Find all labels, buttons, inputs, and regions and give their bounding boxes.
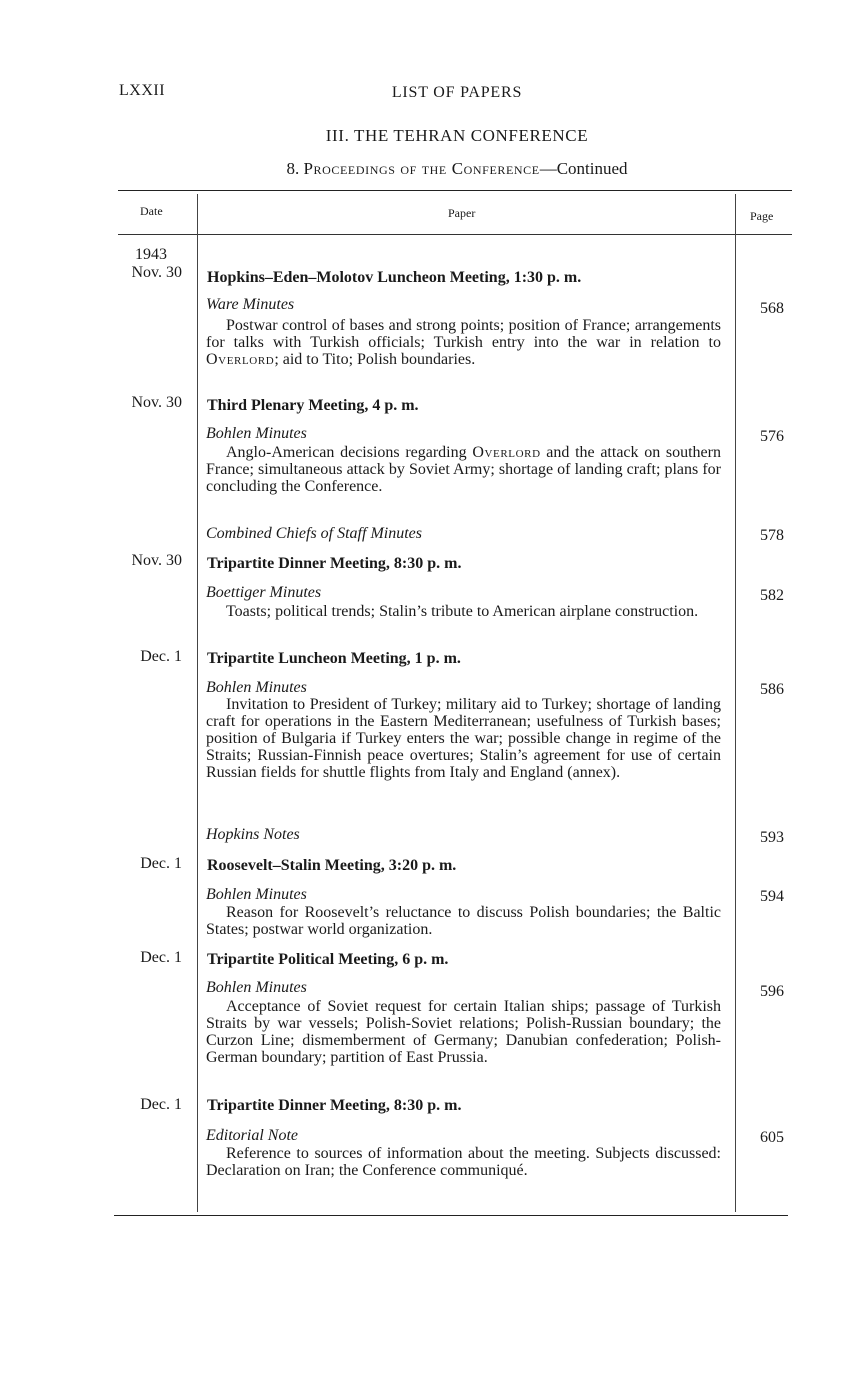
column-divider-left <box>197 194 198 1212</box>
page-number-ref: 605 <box>760 1129 784 1146</box>
column-header-date: Date <box>140 204 163 218</box>
table-top-rule <box>118 190 792 191</box>
meeting-title: Roosevelt–Stalin Meeting, 3:20 p. m. <box>207 857 457 874</box>
running-title: LIST OF PAPERS <box>391 84 523 101</box>
section-title: III. THE TEHRAN CONFERENCE <box>325 126 589 145</box>
subsection-prefix: 8. <box>286 159 304 178</box>
entry-description <box>206 444 721 495</box>
page-number-ref: 582 <box>760 587 784 604</box>
source-title: Hopkins Notes <box>206 826 300 843</box>
entry-date: Dec. 1 <box>140 648 182 665</box>
page-number: LXXII <box>119 82 166 99</box>
source-title: Bohlen Minutes <box>206 886 307 903</box>
meeting-title: Tripartite Political Meeting, 6 p. m. <box>207 951 449 968</box>
entry-date: Nov. 30 <box>131 552 182 569</box>
source-title: Bohlen Minutes <box>206 979 307 996</box>
subsection-suffix: —Continued <box>539 159 628 178</box>
page-number-ref: 594 <box>760 888 784 905</box>
description-text: Postwar control of bases and strong points; position of France; arrangements for talks with Turkish officials; Turkish entry into the war in relation to <box>206 317 721 351</box>
meeting-title: Hopkins–Eden–Molotov Luncheon Meeting, 1:30 p. m. <box>207 269 582 286</box>
entry-description: Toasts; political trends; Stalin’s tribute to American airplane construction. <box>226 603 699 620</box>
page-number-ref: 568 <box>760 300 784 317</box>
table-header-rule <box>118 234 792 235</box>
source-title: Boettiger Minutes <box>206 584 322 601</box>
column-divider-right <box>735 194 736 1212</box>
meeting-title: Tripartite Dinner Meeting, 8:30 p. m. <box>207 1097 462 1114</box>
meeting-title: Tripartite Luncheon Meeting, 1 p. m. <box>207 650 461 667</box>
meeting-title: Third Plenary Meeting, 4 p. m. <box>207 397 419 414</box>
page-number-ref: 593 <box>760 829 784 846</box>
source-title: Editorial Note <box>206 1127 298 1144</box>
page-number-ref: 578 <box>760 527 784 544</box>
source-title: Combined Chiefs of Staff Minutes <box>206 525 422 542</box>
entry-date: Dec. 1 <box>140 949 182 966</box>
source-title: Ware Minutes <box>206 296 295 313</box>
description-text: ; aid to Tito; Polish boundaries. <box>274 351 476 368</box>
column-header-page: Page <box>750 209 774 223</box>
entry-date: Dec. 1 <box>140 855 182 872</box>
description-text: Anglo-American decisions regarding <box>226 444 473 461</box>
entry-date: Nov. 30 <box>131 264 182 281</box>
meeting-title: Tripartite Dinner Meeting, 8:30 p. m. <box>207 555 462 572</box>
entry-description: Acceptance of Soviet request for certain Italian ships; passage of Turkish Straits by war vessels; Polish-Soviet relations; Polish-Russian boundary; the Curzon Line; dismemberment of Germany; Danubian confederation; Polish-German boundary; partition of East Prussia. <box>206 998 721 1066</box>
entry-date: Dec. 1 <box>140 1096 182 1113</box>
entry-date: Nov. 30 <box>131 394 182 411</box>
entry-description: Reason for Roosevelt’s reluctance to discuss Polish boundaries; the Baltic States; postwar world organization. <box>206 904 721 938</box>
entry-description: Reference to sources of information about the meeting. Subjects discussed: Declaration on Iran; the Conference communiqué. <box>206 1145 721 1179</box>
table-bottom-rule <box>114 1215 788 1216</box>
entry-description: Invitation to President of Turkey; military aid to Turkey; shortage of landing craft for operations in the Eastern Mediterranean; usefulness of Turkish bases; position of Bulgaria if Turkey enters the war; possible change in regime of the Straits; Russian-Finnish peace overtures; Stalin’s agreement for use of certain Russian fields for shuttle flights from Italy and England (annex). <box>206 696 721 781</box>
source-title: Bohlen Minutes <box>206 679 307 696</box>
entry-description <box>206 317 721 368</box>
operation-name: Overlord <box>206 351 275 368</box>
page-number-ref: 576 <box>760 428 784 445</box>
subsection-name: Proceedings of the Conference <box>303 159 540 178</box>
column-header-paper: Paper <box>448 206 476 220</box>
page-number-ref: 596 <box>760 983 784 1000</box>
year-label: 1943 <box>135 246 167 263</box>
subsection-title <box>0 159 850 179</box>
page-number-ref: 586 <box>760 681 784 698</box>
description-text: and the attack on southern France; simultaneous attack by Soviet Army; shortage of landing craft; plans for concluding the Conference. <box>206 444 721 495</box>
operation-name: Overlord <box>472 444 541 461</box>
source-title: Bohlen Minutes <box>206 425 307 442</box>
